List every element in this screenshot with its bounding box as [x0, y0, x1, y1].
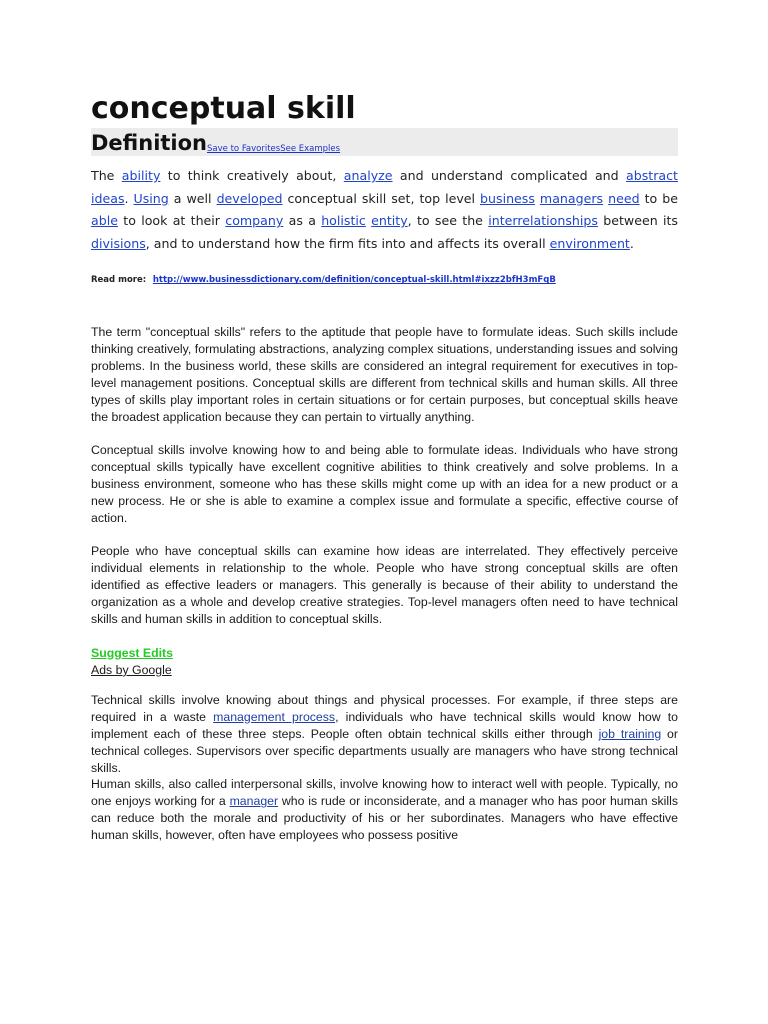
- definition-text-segment: The: [91, 168, 122, 183]
- definition-text-segment: as a: [283, 213, 322, 229]
- definition-text-segment: , to see the: [407, 213, 489, 229]
- read-more-label: Read more:: [91, 275, 147, 286]
- term-link-interrelationships[interactable]: interrelationships: [488, 213, 598, 229]
- term-link-able[interactable]: able: [91, 213, 118, 229]
- term-link-analyze[interactable]: analyze: [343, 168, 393, 183]
- definition-text-segment: , and to understand how the firm fits into and affects its overall: [145, 235, 550, 251]
- management-process-link[interactable]: management process: [213, 709, 336, 724]
- term-link-entity[interactable]: entity: [371, 213, 408, 229]
- paragraph-conceptual-intro: The term "conceptual skills" refers to the aptitude that people have to formulate ideas. Such skills include thinking creatively, formulating abstractions, analyzing complex situations, understanding issues and solving problems. In the business world, these skills are considered an integral requirement for executives in top-level management positions. Conceptual skills are different from technical skills and human skills. All three types of skills play important roles in certain situations or for certain purposes, but conceptual skills heave the broadest application because they can pertain to virtually anything.: [91, 325, 678, 424]
- document-content: [91, 90, 678, 844]
- read-more-line: [91, 275, 678, 285]
- term-link-divisions[interactable]: divisions: [91, 235, 146, 251]
- paragraph-conceptual-formulate: Conceptual skills involve knowing how to and being able to formulate ideas. Individuals who have strong conceptual skills typically have excellent cognitive abilities to think creatively and solve problems. In a business environment, someone who has these skills might come up with an idea for a new product or a new process. He or she is able to examine a complex issue and formulate a specific, effective course of action.: [91, 443, 678, 525]
- term-link-managers[interactable]: managers: [539, 190, 604, 206]
- definition-bar: [91, 128, 678, 156]
- definition-text-segment: .: [124, 190, 134, 206]
- definition-text-segment: to think creatively about,: [160, 168, 344, 183]
- read-more-url-link[interactable]: http://www.businessdictionary.com/definition/conceptual-skill.html#ixzz2bfH3mFqB: [152, 275, 556, 286]
- definition-text-segment: to look at their: [117, 213, 226, 229]
- see-examples-link[interactable]: See Examples: [280, 144, 341, 154]
- paragraph-human-skills: [91, 776, 678, 844]
- term-link-ideas[interactable]: ideas: [91, 190, 125, 206]
- term-link-using[interactable]: Using: [133, 190, 169, 206]
- definition-text: [91, 165, 678, 255]
- save-to-favorites-link[interactable]: Save to Favorites: [207, 144, 281, 154]
- definition-text-segment: .: [629, 235, 634, 251]
- term-link-ability[interactable]: ability: [121, 168, 161, 183]
- job-training-link[interactable]: job training: [598, 726, 662, 741]
- paragraph-text-segment: , individuals who have technical skills would know how to implement each of these three steps. People often obtain technical skills either through: [91, 709, 678, 741]
- page-title: conceptual skill: [91, 91, 356, 126]
- definition-text-segment: conceptual skill set, top level: [282, 190, 481, 206]
- term-link-need[interactable]: need: [608, 190, 640, 206]
- definition-text-segment: between its: [597, 213, 678, 229]
- paragraph-text-segment: who is rude or inconsiderate, and a manager who has poor human skills can reduce both the morale and productivity of his or her subordinates. Managers who have effective human skills, however, often have employees who possess positive: [91, 794, 678, 843]
- manager-link[interactable]: manager: [229, 794, 279, 809]
- term-link-environment[interactable]: environment: [549, 235, 630, 251]
- paragraph-conceptual-interrelated: People who have conceptual skills can examine how ideas are interrelated. They effectively perceive individual elements in relationship to the whole. People who have strong conceptual skills are often identified as effective leaders or managers. This generally is because of their ability to understand the organization as a whole and develop creative strategies. Top-level managers often need to have technical skills and human skills in addition to conceptual skills.: [91, 544, 678, 626]
- term-link-business[interactable]: business: [480, 190, 535, 206]
- definition-heading: Definition: [91, 131, 208, 155]
- definition-text-segment: a well: [168, 190, 217, 206]
- term-link-developed[interactable]: developed: [216, 190, 283, 206]
- paragraph-text-segment: Human skills, also called interpersonal skills, involve knowing how to interact well with people. Typically, no one enjoys working for a: [91, 777, 678, 809]
- term-link-abstract[interactable]: abstract: [626, 168, 678, 183]
- paragraph-technical-skills: [91, 692, 678, 777]
- term-link-company[interactable]: company: [225, 213, 284, 229]
- paragraph-text-segment: Technical skills involve knowing about things and physical processes. For example, if three steps are required in a waste: [91, 692, 678, 724]
- definition-text-segment: to be: [639, 190, 678, 206]
- term-link-holistic[interactable]: holistic: [321, 213, 366, 229]
- definition-text-segment: and understand complicated and: [392, 168, 627, 183]
- paragraph-text-segment: or technical colleges. Supervisors over specific departments usually are managers who have strong technical skills.: [91, 726, 678, 775]
- suggest-edits-link[interactable]: Suggest Edits: [91, 645, 173, 660]
- ads-by-google-link[interactable]: Ads by Google: [91, 662, 172, 677]
